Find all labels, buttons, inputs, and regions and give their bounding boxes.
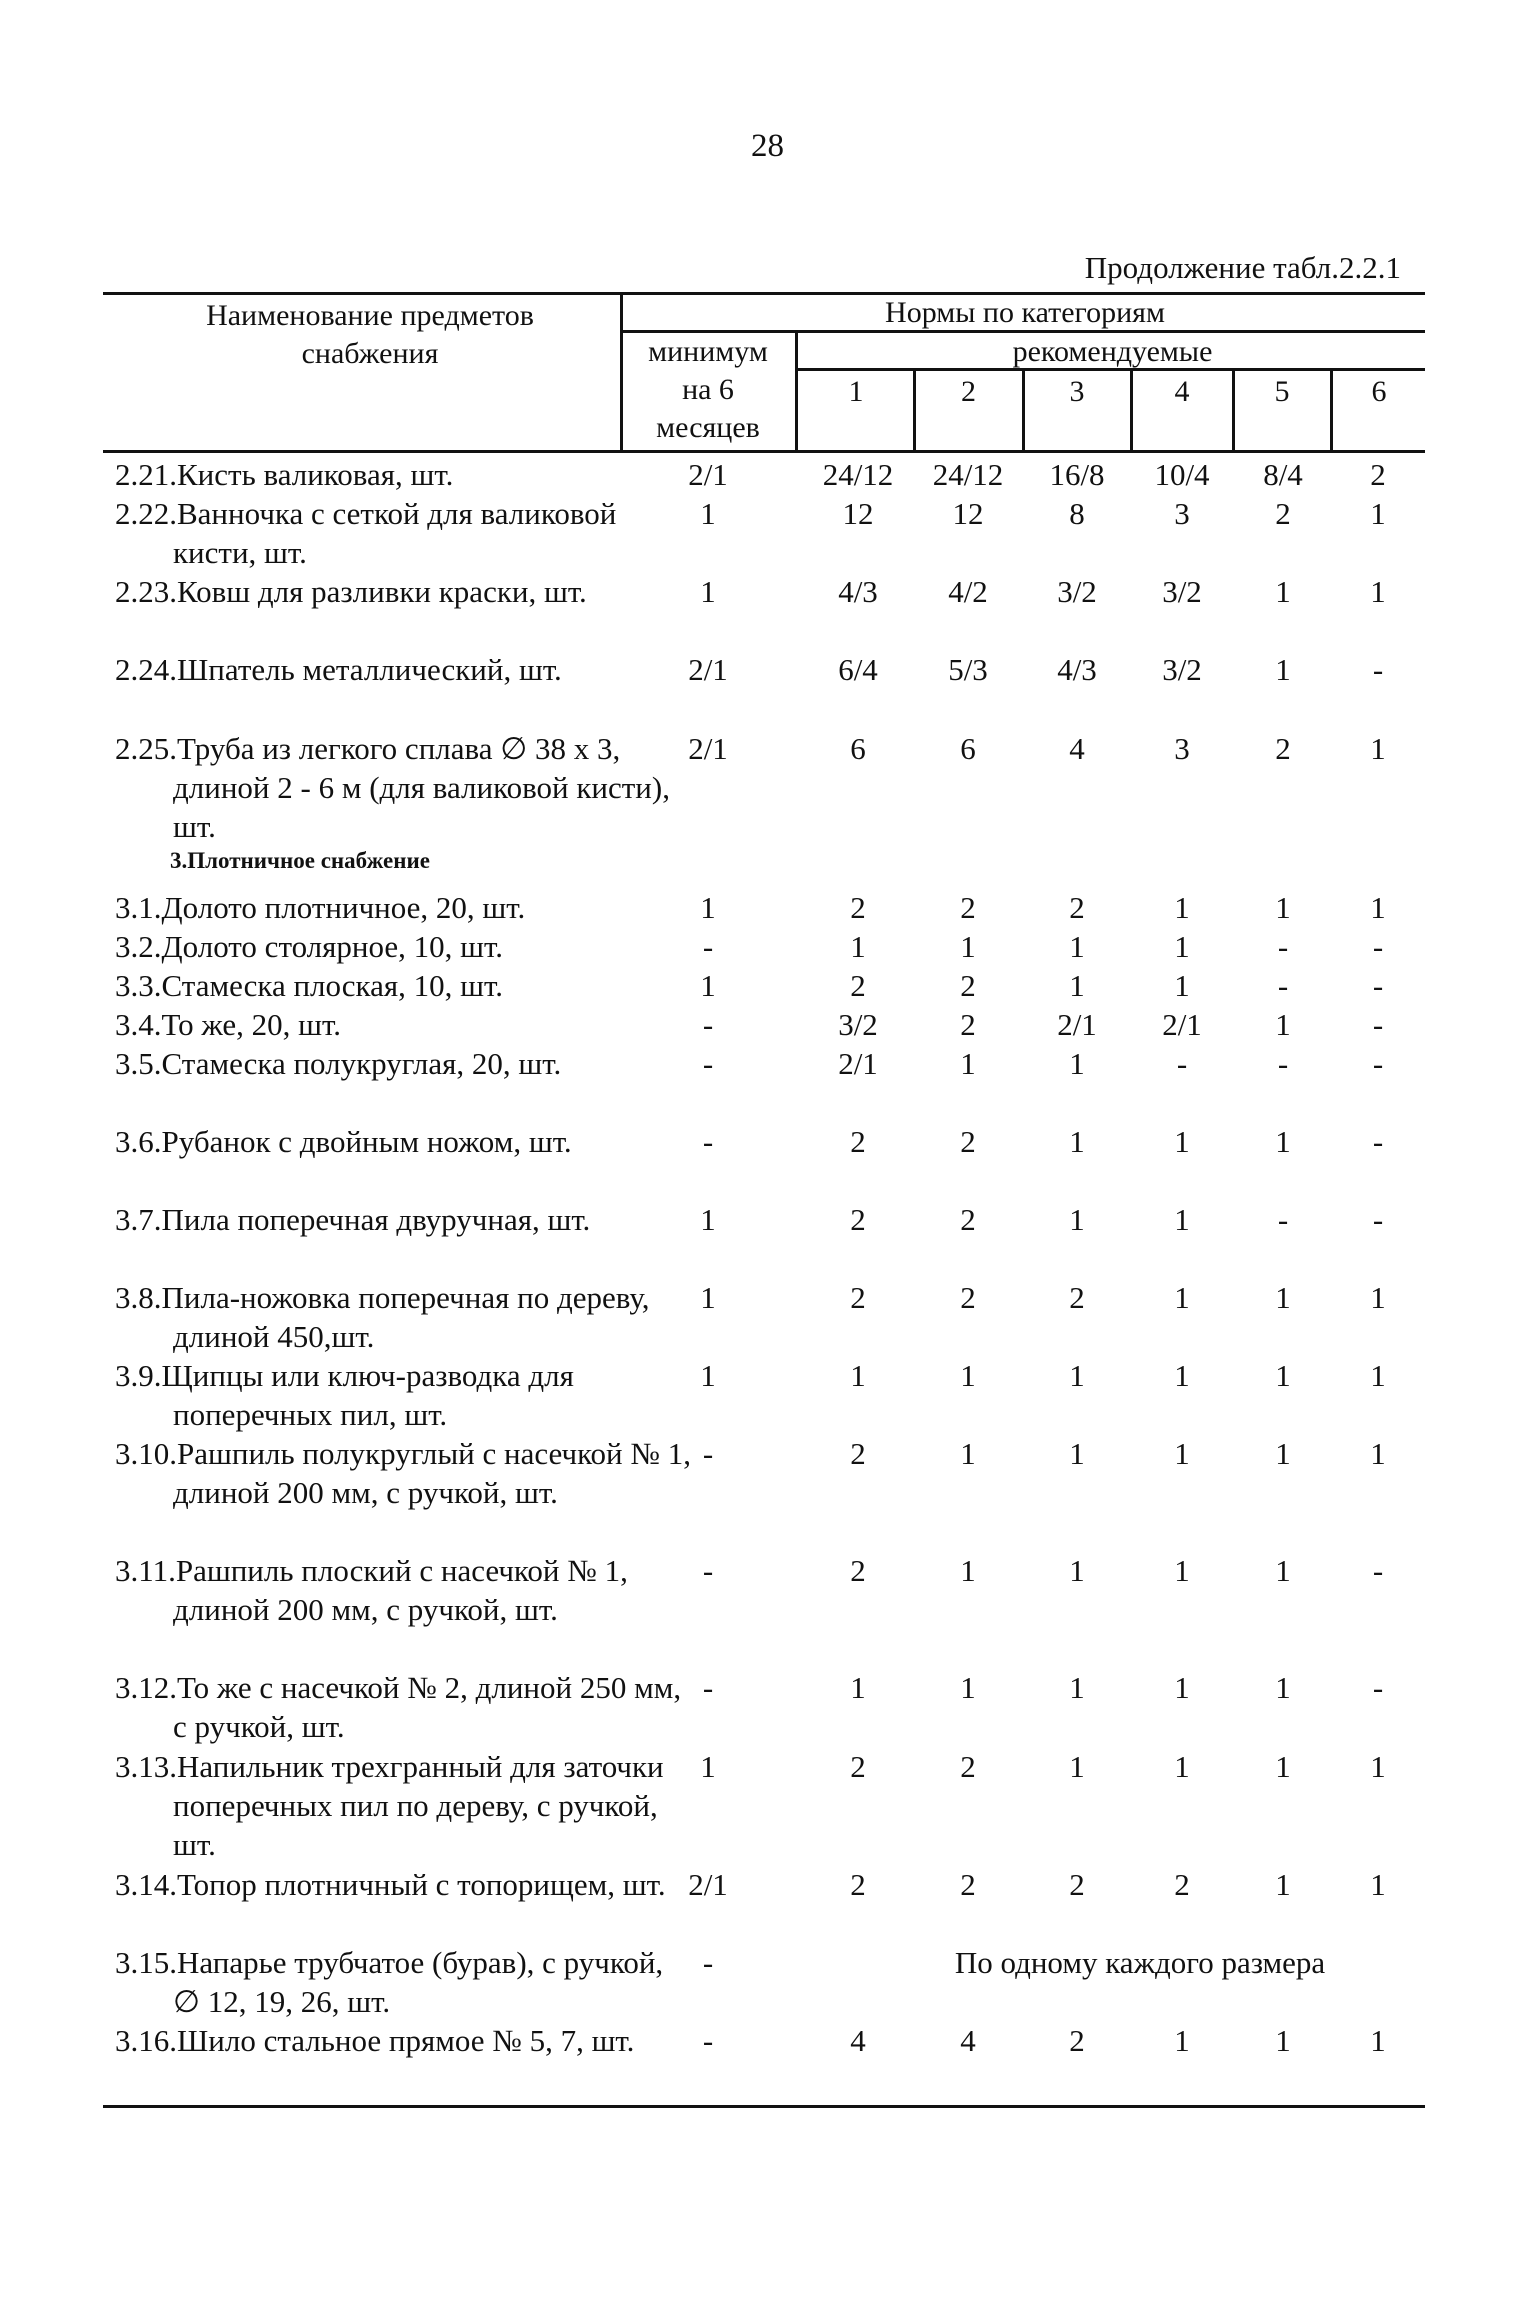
item-name: 3.11.Рашпиль плоский с насечкой № 1, длиной 200 мм, с ручкой, шт.	[115, 1553, 628, 1627]
category-2-value: 2	[960, 1124, 976, 1159]
category-1-value: 1	[850, 929, 866, 964]
category-5-value: 8/4	[1263, 457, 1303, 492]
category-2-value: 4	[960, 2023, 976, 2058]
category-2-value: 2	[960, 1007, 976, 1042]
category-1-value: 2/1	[838, 1046, 878, 1081]
category-5-value: -	[1277, 1202, 1289, 1237]
category-4-value: 1	[1174, 2023, 1190, 2058]
category-4-value: 1	[1174, 1749, 1190, 1784]
header-category-3: 3	[1069, 375, 1085, 408]
category-3-value: 1	[1069, 1124, 1085, 1159]
item-name: 3.13.Напильник трехгранный для заточки поперечных пил по дереву, с ручкой, шт.	[115, 1749, 664, 1862]
header-name-col	[130, 297, 610, 373]
table-continuation-label: Продолжение табл.2.2.1	[1084, 250, 1401, 285]
category-1-value: 3/2	[838, 1007, 878, 1042]
category-1-value: 2	[850, 1202, 866, 1237]
item-name: 3.7.Пила поперечная двуручная, шт.	[115, 1202, 591, 1237]
category-5-value: 1	[1275, 652, 1291, 687]
category-4-value: 1	[1174, 1124, 1190, 1159]
item-name: 3.14.Топор плотничный с топорищем, шт.	[115, 1867, 666, 1902]
page-number: 28	[751, 128, 784, 164]
minimum-value: 2/1	[688, 1867, 728, 1902]
category-6-value: 1	[1370, 2023, 1386, 2058]
category-6-value: 1	[1370, 1436, 1386, 1471]
category-6-value: 1	[1370, 731, 1386, 766]
category-4-value: 1	[1174, 1202, 1190, 1237]
item-name: 2.25.Труба из легкого сплава ∅ 38 х 3, длиной 2 - 6 м (для валиковой кисти), шт.	[115, 731, 670, 844]
header-recommended: рекомендуемые	[1012, 335, 1213, 368]
category-2-value: 1	[960, 1553, 976, 1588]
item-name: 3.6.Рубанок с двойным ножом, шт.	[115, 1124, 572, 1159]
category-2-value: 2	[960, 890, 976, 925]
category-1-value: 6	[850, 731, 866, 766]
category-5-value: 1	[1275, 574, 1291, 609]
category-4-value: 1	[1174, 968, 1190, 1003]
category-3-value: 1	[1069, 1358, 1085, 1393]
category-1-value: 1	[850, 1358, 866, 1393]
header-category-5: 5	[1274, 375, 1290, 408]
minimum-value: 1	[700, 968, 716, 1003]
category-3-value: 2	[1069, 1867, 1085, 1902]
header-name-line2: снабжения	[301, 337, 439, 370]
category-4-value: 1	[1174, 929, 1190, 964]
category-4-value: 3	[1174, 731, 1190, 766]
category-5-value: 1	[1275, 1553, 1291, 1588]
category-2-value: 5/3	[948, 652, 988, 687]
header-minimum	[622, 333, 794, 447]
header-category-2: 2	[961, 375, 976, 408]
category-1-value: 2	[850, 1553, 866, 1588]
category-3-value: 1	[1069, 1202, 1085, 1237]
span-note: По одному каждого размера	[954, 1945, 1326, 1980]
category-1-value: 2	[850, 1436, 866, 1471]
category-4-value: 2/1	[1162, 1007, 1202, 1042]
category-5-value: 1	[1275, 1670, 1291, 1705]
header-category-4: 4	[1174, 375, 1190, 408]
item-name: 3.15.Напарье трубчатое (бурав), с ручкой, ∅ 12, 19, 26, шт.	[115, 1945, 664, 2019]
item-name: 2.23.Ковш для разливки краски, шт.	[115, 574, 587, 609]
item-name: 3.10.Рашпиль полукруглый с насечкой № 1, длиной 200 мм, с ручкой, шт.	[115, 1436, 691, 1510]
category-6-value: -	[1372, 1202, 1384, 1237]
category-4-value: 1	[1174, 1553, 1190, 1588]
minimum-value: -	[702, 2023, 714, 2058]
minimum-value: -	[702, 929, 714, 964]
header-bottom-rule	[103, 450, 1425, 453]
category-2-value: 2	[960, 968, 976, 1003]
category-5-value: 1	[1275, 1280, 1291, 1315]
category-2-value: 24/12	[932, 457, 1004, 492]
category-4-value: 3/2	[1162, 574, 1202, 609]
category-6-value: 1	[1370, 1358, 1386, 1393]
category-3-value: 1	[1069, 1436, 1085, 1471]
item-name: 3.16.Шило стальное прямое № 5, 7, шт.	[115, 2023, 635, 2058]
section-heading: 3.Плотничное снабжение	[170, 848, 430, 873]
category-3-value: 1	[1069, 1670, 1085, 1705]
category-2-value: 1	[960, 1436, 976, 1471]
category-5-value: -	[1277, 968, 1289, 1003]
item-name: 2.22.Ванночка с сеткой для валиковой кисти, шт.	[115, 496, 617, 570]
item-name: 3.4.То же, 20, шт.	[115, 1007, 341, 1042]
category-6-value: 1	[1370, 1749, 1386, 1784]
header-category-1: 1	[848, 375, 864, 408]
category-5-value: 1	[1275, 2023, 1291, 2058]
category-6-value: -	[1372, 929, 1384, 964]
category-1-value: 4	[850, 2023, 866, 2058]
category-6-value: 1	[1370, 574, 1386, 609]
minimum-value: -	[702, 1046, 714, 1081]
category-5-value: 2	[1275, 496, 1291, 531]
category-4-value: 1	[1174, 1358, 1190, 1393]
category-3-value: 1	[1069, 1046, 1085, 1081]
header-minimum-line2: на 6	[682, 373, 734, 406]
header-category-6: 6	[1371, 375, 1387, 408]
category-3-value: 2	[1069, 1280, 1085, 1315]
category-5-value: -	[1277, 929, 1289, 964]
item-name: 3.1.Долото плотничное, 20, шт.	[115, 890, 526, 925]
category-1-value: 4/3	[838, 574, 878, 609]
header-minimum-line1: минимум	[648, 335, 768, 368]
header-name-line1: Наименование предметов	[206, 299, 534, 332]
category-3-value: 1	[1069, 968, 1085, 1003]
item-name: 2.21.Кисть валиковая, шт.	[115, 457, 454, 492]
category-3-value: 4/3	[1057, 652, 1097, 687]
category-1-value: 1	[850, 1670, 866, 1705]
category-5-value: 1	[1275, 1436, 1291, 1471]
category-1-value: 2	[850, 890, 866, 925]
category-5-value: 1	[1275, 1358, 1291, 1393]
category-2-value: 6	[960, 731, 976, 766]
minimum-value: 1	[700, 574, 716, 609]
header-minimum-line3: месяцев	[656, 411, 760, 444]
table-bottom-rule	[103, 2105, 1425, 2108]
category-6-value: -	[1372, 1007, 1384, 1042]
category-4-value: 1	[1174, 1436, 1190, 1471]
item-name: 3.12.То же с насечкой № 2, длиной 250 мм, с ручкой, шт.	[115, 1670, 682, 1744]
category-5-value: 1	[1275, 1749, 1291, 1784]
category-6-value: -	[1372, 968, 1384, 1003]
minimum-value: 2/1	[688, 457, 728, 492]
category-2-value: 1	[960, 1670, 976, 1705]
category-2-value: 2	[960, 1749, 976, 1784]
category-3-value: 3/2	[1057, 574, 1097, 609]
category-3-value: 1	[1069, 1553, 1085, 1588]
minimum-value: 2/1	[688, 731, 728, 766]
item-name: 3.3.Стамеска плоская, 10, шт.	[115, 968, 503, 1003]
category-4-value: 3	[1174, 496, 1190, 531]
category-6-value: -	[1372, 1553, 1384, 1588]
minimum-value: -	[702, 1007, 714, 1042]
minimum-value: -	[702, 1436, 714, 1471]
category-2-value: 2	[960, 1280, 976, 1315]
category-4-value: 1	[1174, 1280, 1190, 1315]
minimum-value: -	[702, 1670, 714, 1705]
minimum-value: 1	[700, 1202, 716, 1237]
minimum-value: 1	[700, 890, 716, 925]
category-6-value: -	[1372, 652, 1384, 687]
category-6-value: 1	[1370, 890, 1386, 925]
category-2-value: 1	[960, 929, 976, 964]
category-3-value: 16/8	[1049, 457, 1105, 492]
category-5-value: 2	[1275, 731, 1291, 766]
header-norms: Нормы по категориям	[885, 296, 1165, 329]
category-6-value: -	[1372, 1124, 1384, 1159]
category-1-value: 2	[850, 1280, 866, 1315]
item-name: 3.9.Щипцы или ключ-разводка для поперечных пил, шт.	[115, 1358, 574, 1432]
item-name: 3.8.Пила-ножовка поперечная по дереву, длиной 450,шт.	[115, 1280, 650, 1354]
minimum-value: 1	[700, 1749, 716, 1784]
category-6-value: -	[1372, 1046, 1384, 1081]
category-3-value: 2/1	[1057, 1007, 1097, 1042]
category-1-value: 2	[850, 968, 866, 1003]
category-2-value: 2	[960, 1202, 976, 1237]
category-1-value: 24/12	[822, 457, 894, 492]
category-3-value: 2	[1069, 890, 1085, 925]
category-3-value: 4	[1069, 731, 1085, 766]
category-3-value: 1	[1069, 929, 1085, 964]
minimum-value: -	[702, 1553, 714, 1588]
category-5-value: 1	[1275, 1007, 1291, 1042]
category-5-value: 1	[1275, 1124, 1291, 1159]
category-6-value: 1	[1370, 496, 1386, 531]
category-2-value: 1	[960, 1046, 976, 1081]
category-4-value: -	[1176, 1046, 1188, 1081]
category-3-value: 8	[1069, 496, 1085, 531]
category-5-value: 1	[1275, 1867, 1291, 1902]
category-4-value: 2	[1174, 1867, 1190, 1902]
category-6-value: 1	[1370, 1867, 1386, 1902]
category-6-value: 1	[1370, 1280, 1386, 1315]
category-1-value: 2	[850, 1124, 866, 1159]
minimum-value: 1	[700, 1280, 716, 1315]
minimum-value: 1	[700, 1358, 716, 1393]
category-6-value: -	[1372, 1670, 1384, 1705]
minimum-value: -	[702, 1945, 714, 1980]
category-2-value: 12	[952, 496, 984, 531]
category-3-value: 2	[1069, 2023, 1085, 2058]
item-name: 3.2.Долото столярное, 10, шт.	[115, 929, 503, 964]
item-name: 3.5.Стамеска полукруглая, 20, шт.	[115, 1046, 562, 1081]
category-1-value: 2	[850, 1867, 866, 1902]
minimum-value: 2/1	[688, 652, 728, 687]
category-4-value: 3/2	[1162, 652, 1202, 687]
category-5-value: 1	[1275, 890, 1291, 925]
category-3-value: 1	[1069, 1749, 1085, 1784]
category-4-value: 10/4	[1154, 457, 1210, 492]
item-name: 2.24.Шпатель металлический, шт.	[115, 652, 562, 687]
category-2-value: 2	[960, 1867, 976, 1902]
category-1-value: 12	[842, 496, 874, 531]
minimum-value: 1	[700, 496, 716, 531]
category-2-value: 4/2	[948, 574, 988, 609]
category-1-value: 6/4	[838, 652, 878, 687]
category-5-value: -	[1277, 1046, 1289, 1081]
category-1-value: 2	[850, 1749, 866, 1784]
category-2-value: 1	[960, 1358, 976, 1393]
category-4-value: 1	[1174, 1670, 1190, 1705]
column-divider-minimum	[795, 330, 798, 452]
minimum-value: -	[702, 1124, 714, 1159]
category-4-value: 1	[1174, 890, 1190, 925]
category-6-value: 2	[1370, 457, 1386, 492]
